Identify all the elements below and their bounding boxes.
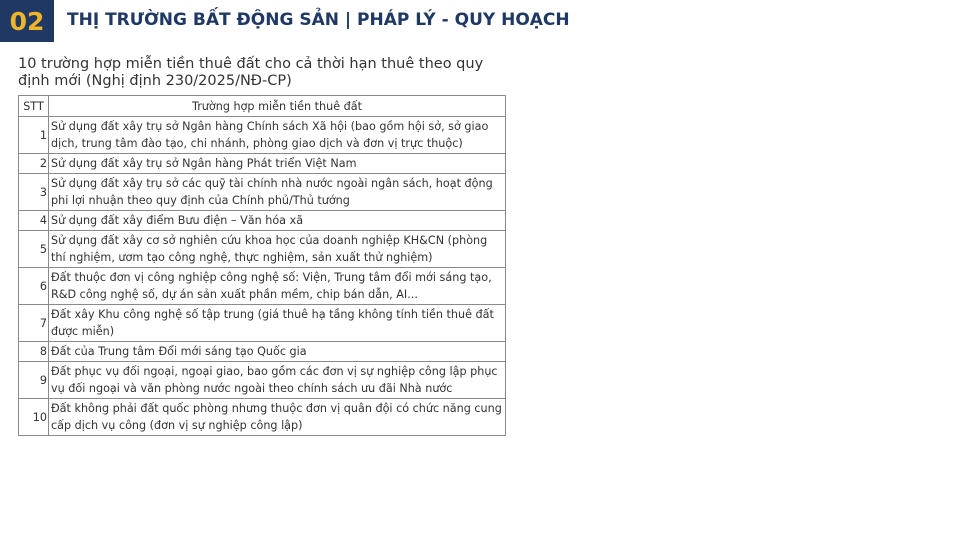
row-case-text: Sử dụng đất xây điểm Bưu điện – Văn hóa xã bbox=[49, 211, 506, 231]
table-row bbox=[19, 342, 506, 362]
row-number: 6 bbox=[19, 268, 49, 305]
row-case-text: Đất của Trung tâm Đổi mới sáng tạo Quốc gia bbox=[49, 342, 506, 362]
row-number: 2 bbox=[19, 154, 49, 174]
row-number: 1 bbox=[19, 117, 49, 154]
row-case-text: Sử dụng đất xây trụ sở Ngân hàng Phát triển Việt Nam bbox=[49, 154, 506, 174]
table-row bbox=[19, 211, 506, 231]
table-row bbox=[19, 154, 506, 174]
table-row bbox=[19, 174, 506, 211]
table-row bbox=[19, 362, 506, 399]
page-title: THỊ TRƯỜNG BẤT ĐỘNG SẢN | PHÁP LÝ - QUY HOẠCH bbox=[67, 10, 570, 30]
column-header-case: Trường hợp miễn tiền thuê đất bbox=[49, 96, 506, 117]
row-number: 10 bbox=[19, 399, 49, 436]
table-row bbox=[19, 399, 506, 436]
row-case-text: Đất không phải đất quốc phòng nhưng thuộc đơn vị quân đội có chức năng cung cấp dịch vụ công (đơn vị sự nghiệp công lập) bbox=[49, 399, 506, 436]
table-row bbox=[19, 305, 506, 342]
section-number-badge: 02 bbox=[0, 0, 54, 42]
table-row bbox=[19, 268, 506, 305]
row-case-text: Sử dụng đất xây trụ sở Ngân hàng Chính sách Xã hội (bao gồm hội sở, sở giao dịch, trung tâm đào tạo, chi nhánh, phòng giao dịch và đơn vị trực thuộc) bbox=[49, 117, 506, 154]
table-caption: 10 trường hợp miễn tiền thuê đất cho cả thời hạn thuê theo quy định mới (Nghị định 230/2025/NĐ-CP) bbox=[18, 56, 484, 89]
row-case-text: Đất thuộc đơn vị công nghiệp công nghệ số: Viện, Trung tâm đổi mới sáng tạo, R&D công nghệ số, dự án sản xuất phần mềm, chip bán dẫn, AI... bbox=[49, 268, 506, 305]
row-number: 8 bbox=[19, 342, 49, 362]
table-row bbox=[19, 117, 506, 154]
row-number: 3 bbox=[19, 174, 49, 211]
row-number: 5 bbox=[19, 231, 49, 268]
row-case-text: Đất xây Khu công nghệ số tập trung (giá thuê hạ tầng không tính tiền thuê đất được miễn) bbox=[49, 305, 506, 342]
table-row bbox=[19, 231, 506, 268]
table-header-row bbox=[19, 96, 506, 117]
row-number: 7 bbox=[19, 305, 49, 342]
row-case-text: Sử dụng đất xây cơ sở nghiên cứu khoa học của doanh nghiệp KH&CN (phòng thí nghiệm, ươm tạo công nghệ, thực nghiệm, sản xuất thử nghiệm) bbox=[49, 231, 506, 268]
row-number: 4 bbox=[19, 211, 49, 231]
column-header-stt: STT bbox=[19, 96, 49, 117]
exemption-cases-table bbox=[18, 95, 506, 436]
row-case-text: Đất phục vụ đối ngoại, ngoại giao, bao gồm các đơn vị sự nghiệp công lập phục vụ đối ngoại và văn phòng nước ngoài theo chính sách ưu đãi Nhà nước bbox=[49, 362, 506, 399]
row-case-text: Sử dụng đất xây trụ sở các quỹ tài chính nhà nước ngoài ngân sách, hoạt động phi lợi nhuận theo quy định của Chính phủ/Thủ tướng bbox=[49, 174, 506, 211]
row-number: 9 bbox=[19, 362, 49, 399]
